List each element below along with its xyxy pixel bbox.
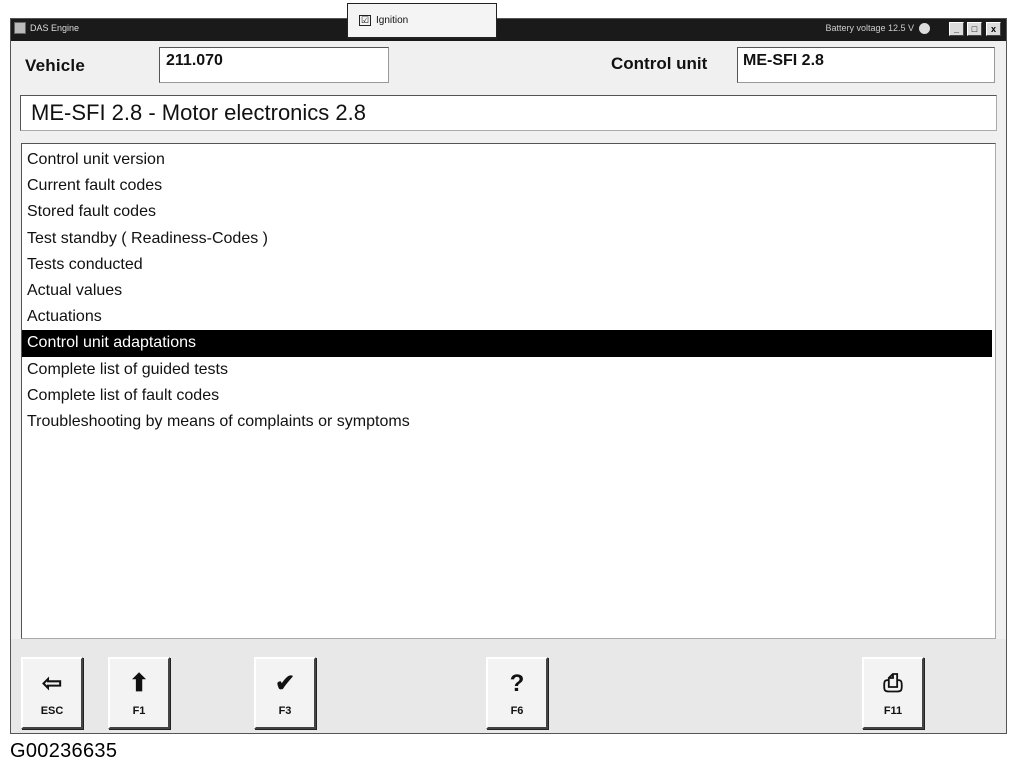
battery-indicator-icon [919, 23, 930, 34]
control-unit-label: Control unit [611, 54, 708, 73]
close-button[interactable]: x [986, 22, 1001, 36]
menu-item[interactable]: Control unit adaptations [22, 330, 992, 356]
fkey-label: F6 [510, 705, 524, 717]
menu-item[interactable]: Troubleshooting by means of complaints or symptoms [27, 412, 410, 430]
exit-door-icon: ⇦ [41, 670, 63, 697]
vehicle-label: Vehicle [25, 56, 85, 75]
arrow-up-icon: ⬆ [128, 670, 150, 697]
menu-item[interactable]: Tests conducted [27, 255, 143, 273]
module-title: ME-SFI 2.8 - Motor electronics 2.8 [20, 95, 997, 131]
fkey-f6-button[interactable] [486, 657, 548, 729]
menu-list [21, 143, 996, 639]
function-key-bar [11, 639, 1006, 734]
menu-item[interactable]: Complete list of guided tests [27, 360, 228, 378]
window-title: DAS Engine [30, 23, 80, 33]
fkey-label: F11 [883, 705, 903, 717]
das-window [10, 18, 1007, 734]
fkey-esc-button[interactable] [21, 657, 83, 729]
menu-item[interactable]: Actual values [27, 281, 123, 299]
menu-item[interactable]: Control unit version [27, 151, 165, 168]
battery-voltage-text: Battery voltage 12.5 V [825, 23, 914, 33]
help-icon: ? [509, 670, 525, 697]
fkey-label: F3 [278, 705, 292, 717]
menu-item[interactable]: Complete list of fault codes [27, 386, 220, 404]
checkmark-icon: ✔ [274, 670, 296, 697]
menu-item[interactable]: Actuations [27, 308, 102, 326]
vehicle-field: 211.070 [159, 47, 389, 83]
fkey-f11-button[interactable] [862, 657, 924, 729]
fkey-label: F1 [132, 705, 146, 717]
control-unit-field: ME-SFI 2.8 [737, 47, 995, 83]
fkey-f1-button[interactable] [108, 657, 170, 729]
ignition-checkbox-icon[interactable]: ☑ [360, 15, 370, 25]
title-bar [11, 19, 1006, 41]
ignition-tab[interactable] [347, 3, 497, 39]
printer-icon: ⎙ [883, 670, 903, 697]
menu-item[interactable]: Current fault codes [27, 177, 163, 195]
minimize-button[interactable]: _ [949, 22, 964, 36]
menu-item[interactable]: Stored fault codes [27, 203, 156, 221]
fkey-f3-button[interactable] [254, 657, 316, 729]
menu-item[interactable]: Test standby ( Readiness-Codes ) [27, 229, 268, 247]
app-icon [14, 22, 26, 34]
fkey-label: ESC [40, 705, 64, 717]
figure-caption: G00236635 [10, 740, 118, 762]
ignition-label: Ignition [376, 15, 409, 26]
maximize-button[interactable]: □ [967, 22, 982, 36]
